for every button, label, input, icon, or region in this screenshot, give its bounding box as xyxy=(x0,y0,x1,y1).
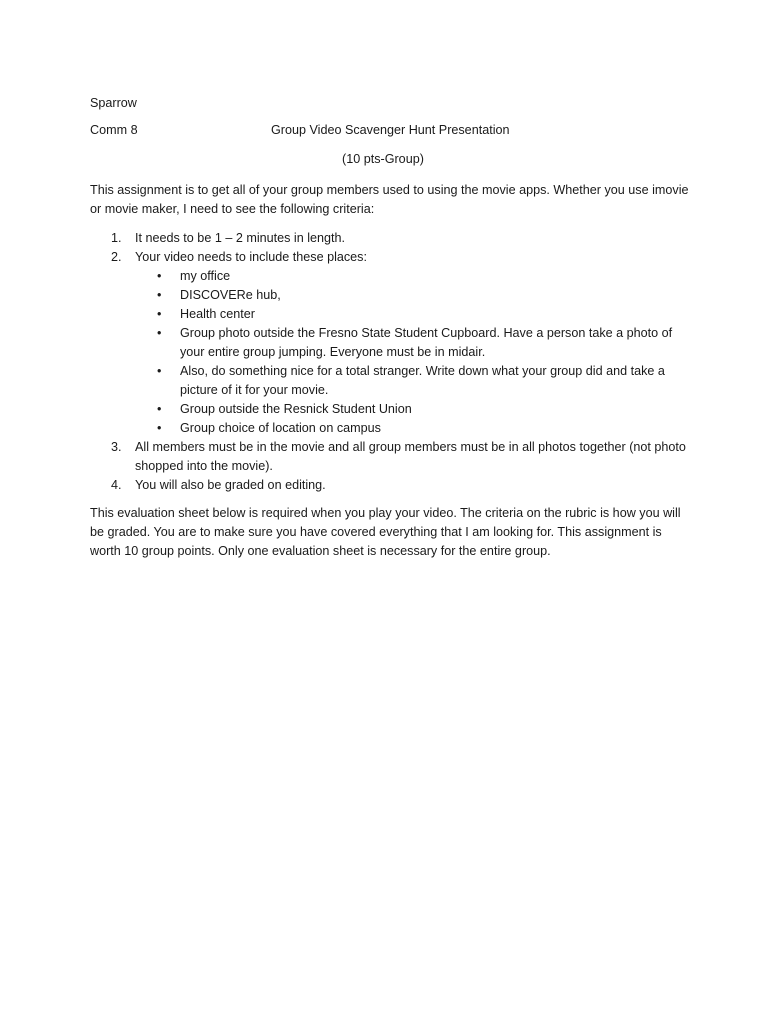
place-item xyxy=(135,400,690,419)
intro-paragraph: This assignment is to get all of your group members used to using the movie apps. Whether you use imovie or movie maker, I need to see the following criteria: xyxy=(90,183,689,216)
place-text: Group photo outside the Fresno State Student Cupboard. Have a person take a photo of your entire group jumping. Everyone must be in midair. xyxy=(180,326,673,359)
place-text: Also, do something nice for a total stranger. Write down what your group did and take a picture of it for your movie. xyxy=(180,364,665,397)
course-name: Comm 8 xyxy=(90,123,138,137)
document-body xyxy=(90,94,690,561)
place-text: Group choice of location on campus xyxy=(180,421,381,435)
bullet-icon: • xyxy=(157,326,162,340)
place-text: Group outside the Resnick Student Union xyxy=(180,402,412,416)
assignment-title: Group Video Scavenger Hunt Presentation xyxy=(271,123,510,137)
place-item xyxy=(135,286,690,305)
criteria-item xyxy=(90,248,690,438)
place-text: Health center xyxy=(180,307,255,321)
criteria-text: It needs to be 1 – 2 minutes in length. xyxy=(135,231,346,245)
place-item xyxy=(135,305,690,324)
criteria-item xyxy=(90,476,690,495)
criteria-text: You will also be graded on editing. xyxy=(135,478,326,492)
assignment-points: (10 pts-Group) xyxy=(342,152,424,166)
place-text: DISCOVERe hub, xyxy=(180,288,281,302)
criteria-text: Your video needs to include these places: xyxy=(135,250,367,264)
place-text: my office xyxy=(180,269,231,283)
place-item xyxy=(135,419,690,438)
bullet-icon: • xyxy=(157,421,162,435)
place-item xyxy=(135,267,690,286)
criteria-number: 4. xyxy=(111,478,122,492)
places-list xyxy=(135,267,690,438)
bullet-icon: • xyxy=(157,364,162,378)
criteria-number: 1. xyxy=(111,231,122,245)
criteria-number: 3. xyxy=(111,440,122,454)
place-item xyxy=(135,362,690,400)
criteria-number: 2. xyxy=(111,250,122,264)
bullet-icon: • xyxy=(157,307,162,321)
criteria-item xyxy=(90,229,690,248)
place-item xyxy=(135,324,690,362)
criteria-text: All members must be in the movie and all group members must be in all photos together (not photo shopped into the movie). xyxy=(135,440,686,473)
author-name: Sparrow xyxy=(90,96,137,110)
closing-paragraph: This evaluation sheet below is required when you play your video. The criteria on the rubric is how you will be graded. You are to make sure you have covered everything that I am looking for. This assignment is worth 10 group points. Only one evaluation sheet is necessary for the entire group. xyxy=(90,506,681,558)
criteria-list xyxy=(90,229,690,495)
points-row xyxy=(90,152,690,171)
bullet-icon: • xyxy=(157,269,162,283)
criteria-item xyxy=(90,438,690,476)
header-row xyxy=(90,123,690,142)
bullet-icon: • xyxy=(157,288,162,302)
bullet-icon: • xyxy=(157,402,162,416)
